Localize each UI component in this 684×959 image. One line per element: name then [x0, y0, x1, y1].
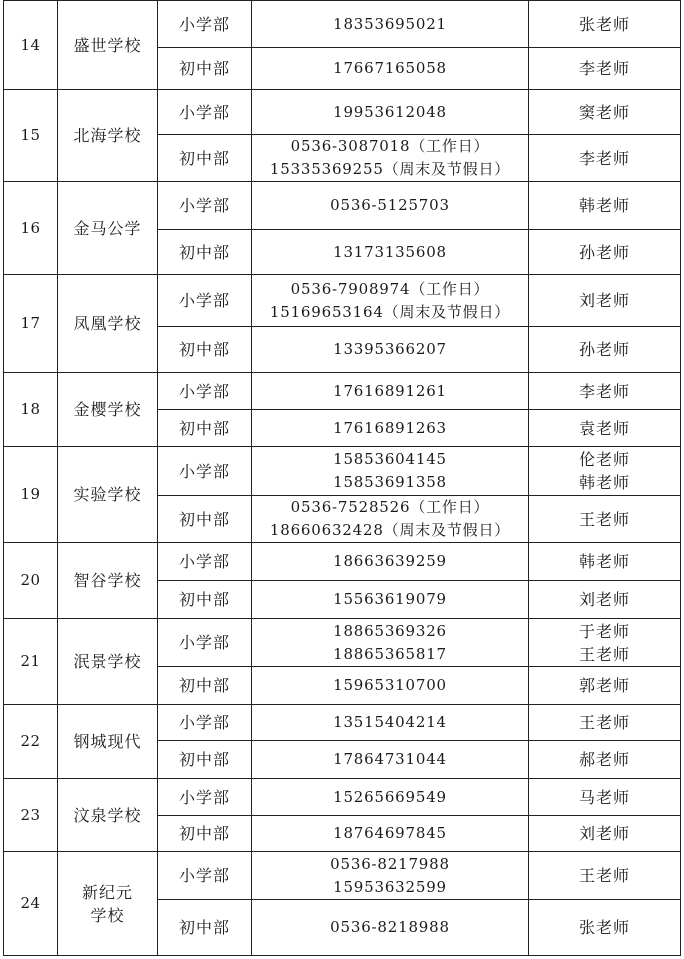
teacher-name	[529, 667, 681, 705]
cell-line: 0536-8218988	[330, 918, 450, 936]
phone-number	[252, 543, 529, 581]
contact-table	[3, 0, 681, 956]
cell-line: 17667165058	[333, 59, 447, 77]
phone-number	[252, 1, 529, 48]
cell-line: 刘老师	[578, 590, 630, 609]
department: 初中部	[158, 496, 252, 543]
cell-line: 韩老师	[578, 196, 630, 215]
department: 初中部	[158, 410, 252, 447]
department: 初中部	[158, 327, 252, 373]
table-row	[4, 543, 681, 581]
cell-line: 张老师	[578, 14, 630, 34]
cell-line: 李老师	[578, 381, 630, 401]
school-name	[58, 447, 158, 543]
cell-line: 18660632428（周末及节假日）	[269, 521, 511, 539]
phone-number	[252, 373, 529, 410]
teacher-name	[529, 135, 681, 182]
cell-line: 18353695021	[333, 14, 447, 33]
cell-line: 18663639259	[333, 552, 447, 570]
teacher-name	[529, 741, 681, 779]
cell-line: 汶泉学校	[73, 805, 142, 825]
school-name	[58, 705, 158, 779]
cell-line: 15953632599	[333, 877, 447, 896]
teacher-name	[529, 90, 681, 135]
department: 小学部	[158, 373, 252, 410]
row-number: 20	[4, 543, 58, 619]
department: 初中部	[158, 230, 252, 275]
school-name	[58, 373, 158, 447]
phone-number	[252, 90, 529, 135]
teacher-name	[529, 373, 681, 410]
cell-line: 15169653164（周末及节假日）	[269, 302, 511, 321]
cell-line: 0536-7528526（工作日）	[290, 498, 490, 516]
teacher-name	[529, 543, 681, 581]
school-name	[58, 852, 158, 956]
row-number: 15	[4, 90, 58, 182]
department: 小学部	[158, 90, 252, 135]
cell-line: 金马公学	[73, 218, 142, 238]
cell-line: 17864731044	[333, 750, 447, 768]
department: 初中部	[158, 135, 252, 182]
cell-line: 18865369326	[333, 621, 447, 640]
table-row	[4, 447, 681, 496]
cell-line: 郝老师	[578, 750, 630, 769]
cell-line: 18764697845	[333, 824, 447, 842]
cell-line: 实验学校	[73, 485, 142, 504]
cell-line: 凤凰学校	[73, 314, 142, 333]
cell-line: 李老师	[578, 148, 630, 168]
cell-line: 北海学校	[73, 126, 142, 145]
row-number: 18	[4, 373, 58, 447]
table-row	[4, 90, 681, 135]
phone-number	[252, 182, 529, 230]
phone-number	[252, 852, 529, 900]
school-name	[58, 1, 158, 90]
teacher-name	[529, 852, 681, 900]
cell-line: 新纪元	[81, 882, 133, 902]
phone-number	[252, 667, 529, 705]
cell-line: 15853604145	[333, 450, 447, 468]
teacher-name	[529, 900, 681, 956]
phone-number	[252, 741, 529, 779]
teacher-name	[529, 230, 681, 275]
cell-line: 0536-5125703	[330, 196, 450, 214]
phone-number	[252, 410, 529, 447]
cell-line: 孙老师	[578, 242, 630, 262]
cell-line: 窦老师	[578, 102, 630, 122]
school-name	[58, 90, 158, 182]
department: 初中部	[158, 667, 252, 705]
department: 小学部	[158, 779, 252, 816]
phone-number	[252, 327, 529, 373]
table-row	[4, 705, 681, 741]
department: 小学部	[158, 705, 252, 741]
teacher-name	[529, 48, 681, 90]
phone-number	[252, 900, 529, 956]
cell-line: 王老师	[578, 644, 630, 664]
phone-number	[252, 705, 529, 741]
department: 初中部	[158, 900, 252, 956]
cell-line: 学校	[90, 905, 125, 925]
cell-line: 张老师	[578, 918, 630, 937]
cell-line: 18865365817	[333, 644, 447, 663]
row-number: 14	[4, 1, 58, 90]
department: 小学部	[158, 1, 252, 48]
table-row	[4, 1, 681, 48]
phone-number	[252, 779, 529, 816]
teacher-name	[529, 182, 681, 230]
cell-line: 智谷学校	[73, 571, 142, 590]
table-row	[4, 275, 681, 327]
cell-line: 伦老师	[578, 450, 630, 469]
cell-line: 钢城现代	[73, 732, 142, 751]
cell-line: 17616891263	[333, 418, 447, 437]
table-row	[4, 619, 681, 667]
teacher-name	[529, 447, 681, 496]
cell-line: 袁老师	[578, 418, 630, 438]
row-number: 16	[4, 182, 58, 275]
teacher-name	[529, 1, 681, 48]
row-number: 23	[4, 779, 58, 852]
cell-line: 盛世学校	[73, 35, 142, 55]
cell-line: 13395366207	[333, 340, 447, 358]
phone-number	[252, 496, 529, 543]
department: 小学部	[158, 543, 252, 581]
cell-line: 0536-7908974（工作日）	[290, 279, 490, 298]
teacher-name	[529, 619, 681, 667]
teacher-name	[529, 581, 681, 619]
cell-line: 李老师	[578, 59, 630, 78]
cell-line: 泯景学校	[73, 652, 142, 671]
teacher-name	[529, 705, 681, 741]
cell-line: 马老师	[578, 787, 630, 807]
department: 初中部	[158, 581, 252, 619]
department: 小学部	[158, 852, 252, 900]
cell-line: 孙老师	[578, 340, 630, 359]
cell-line: 刘老师	[578, 291, 630, 310]
school-name	[58, 619, 158, 705]
phone-number	[252, 275, 529, 327]
cell-line: 韩老师	[578, 473, 630, 492]
school-name	[58, 275, 158, 373]
cell-line: 王老师	[578, 509, 630, 529]
teacher-name	[529, 496, 681, 543]
cell-line: 0536-3087018（工作日）	[290, 137, 490, 155]
cell-line: 于老师	[578, 621, 630, 641]
teacher-name	[529, 275, 681, 327]
cell-line: 0536-8217988	[330, 854, 450, 873]
teacher-name	[529, 816, 681, 852]
cell-line: 金樱学校	[73, 400, 142, 419]
department: 小学部	[158, 275, 252, 327]
department: 初中部	[158, 816, 252, 852]
cell-line: 13173135608	[333, 242, 447, 261]
school-name	[58, 182, 158, 275]
cell-line: 韩老师	[578, 552, 630, 571]
phone-number	[252, 230, 529, 275]
cell-line: 15853691358	[333, 473, 447, 491]
cell-line: 刘老师	[578, 824, 630, 843]
cell-line: 15265669549	[333, 787, 447, 806]
teacher-name	[529, 410, 681, 447]
phone-number	[252, 48, 529, 90]
row-number: 17	[4, 275, 58, 373]
department: 小学部	[158, 447, 252, 496]
phone-number	[252, 581, 529, 619]
table-row	[4, 779, 681, 816]
teacher-name	[529, 327, 681, 373]
cell-line: 15965310700	[333, 676, 447, 694]
cell-line: 郭老师	[578, 676, 630, 695]
school-name	[58, 779, 158, 852]
phone-number	[252, 816, 529, 852]
department: 初中部	[158, 741, 252, 779]
department: 小学部	[158, 182, 252, 230]
table-row	[4, 373, 681, 410]
department: 初中部	[158, 48, 252, 90]
row-number: 24	[4, 852, 58, 956]
cell-line: 17616891261	[333, 381, 447, 400]
cell-line: 15563619079	[333, 590, 447, 608]
table-row	[4, 852, 681, 900]
cell-line: 19953612048	[333, 102, 447, 121]
school-name	[58, 543, 158, 619]
cell-line: 15335369255（周末及节假日）	[269, 160, 511, 178]
cell-line: 13515404214	[333, 713, 447, 731]
row-number: 22	[4, 705, 58, 779]
row-number: 19	[4, 447, 58, 543]
cell-line: 王老师	[578, 866, 630, 885]
department: 小学部	[158, 619, 252, 667]
row-number: 21	[4, 619, 58, 705]
phone-number	[252, 619, 529, 667]
phone-number	[252, 135, 529, 182]
cell-line: 王老师	[578, 713, 630, 732]
table-row	[4, 182, 681, 230]
phone-number	[252, 447, 529, 496]
teacher-name	[529, 779, 681, 816]
